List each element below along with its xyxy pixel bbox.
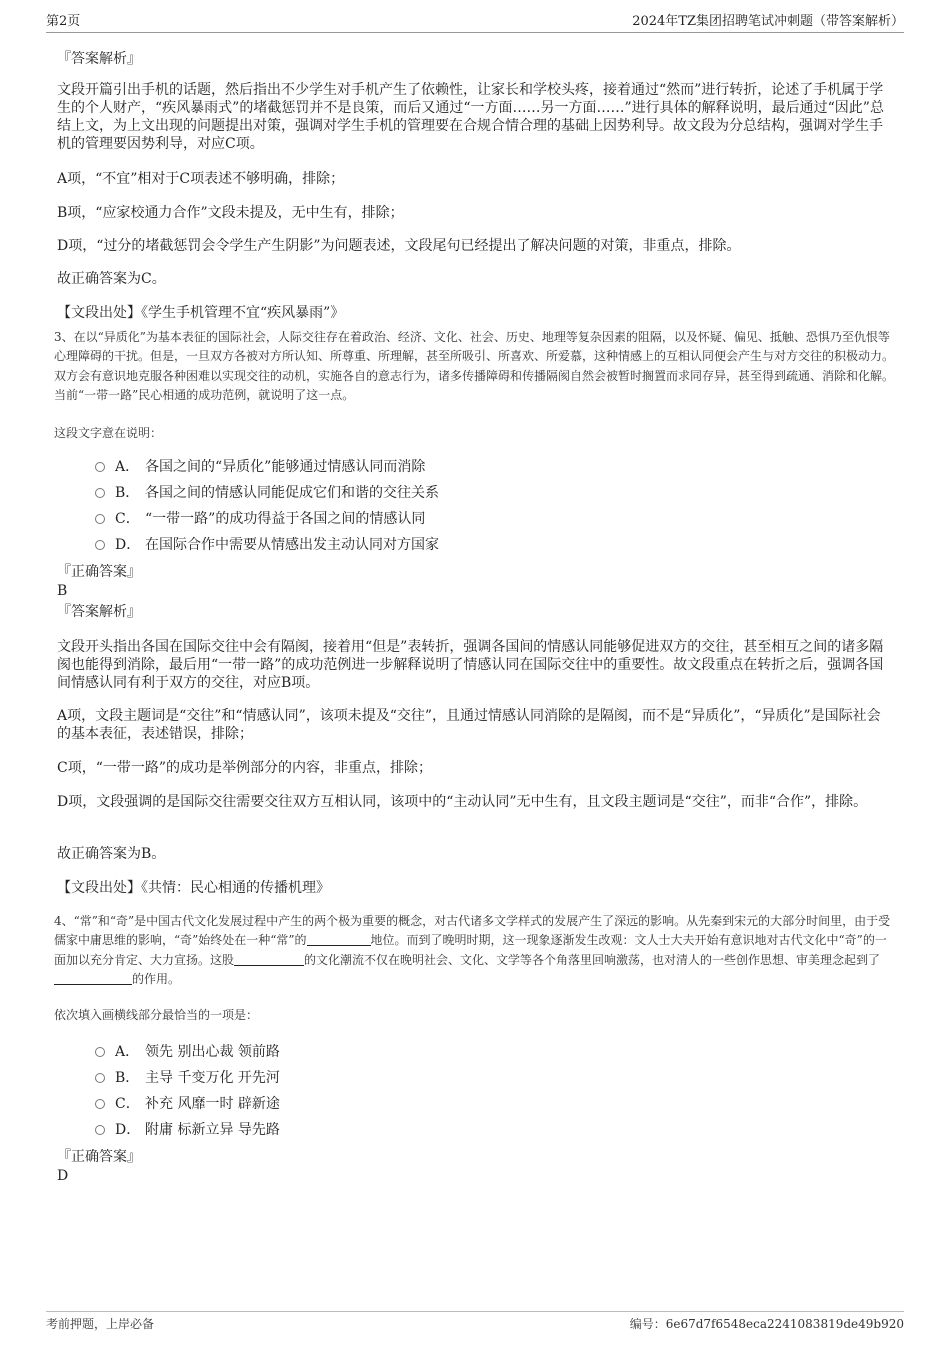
radio-icon[interactable]	[95, 1073, 105, 1083]
q2-analysis-label: 『答案解析』	[57, 51, 141, 67]
radio-icon[interactable]	[95, 514, 105, 524]
q2-conclusion: 故正确答案为C。	[57, 271, 166, 287]
option-text: 补充 风靡一时 辟新途	[145, 1096, 280, 1112]
q4-stem-part-4: 的作用。	[132, 971, 181, 986]
q2-source: 【文段出处】《学生手机管理不宜“疾风暴雨”》	[57, 305, 345, 321]
q3-source: 【文段出处】《共情：民心相通的传播机理》	[57, 880, 330, 896]
option-key: D．	[115, 1122, 141, 1138]
page-footer	[46, 1311, 904, 1334]
option-key: B．	[115, 485, 140, 501]
q4-blank-2	[234, 952, 304, 966]
radio-icon[interactable]	[95, 1047, 105, 1057]
q4-answer: D	[57, 1168, 69, 1184]
q4-stem-part-3: 的文化潮流不仅在晚明社会、文化、文学等各个角落里回响激荡，也对清人的一些创作思想、审美理念起到了	[304, 952, 881, 967]
q4-blank-3	[54, 971, 132, 985]
footer-slogan: 考前押题，上岸必备	[46, 1317, 155, 1331]
q3-analysis-label: 『答案解析』	[57, 604, 141, 620]
page-header	[46, 14, 904, 33]
q3-prompt: 这段文字意在说明：	[54, 426, 163, 440]
q3-option-d[interactable]	[95, 536, 439, 554]
option-key: A．	[115, 459, 140, 475]
option-key: C．	[115, 1096, 140, 1112]
q3-option-c[interactable]	[95, 510, 425, 528]
page-number: 第2页	[46, 14, 81, 29]
radio-icon[interactable]	[95, 1099, 105, 1109]
q3-option-c-analysis: C项，“一带一路”的成功是举例部分的内容，非重点，排除；	[57, 760, 433, 776]
option-text: 在国际合作中需要从情感出发主动认同对方国家	[145, 537, 439, 553]
q4-blank-1	[307, 932, 371, 946]
option-key: A．	[115, 1044, 140, 1060]
q4-answer-label: 『正确答案』	[57, 1149, 141, 1165]
q4-stem-part-1: 4、“常”和“奇”是中国古代文化发展过程中产生的两个极为重要的概念，对古代诸多文学样式的发展产生了深远的影响。从先秦到宋元的大部分时间里，由于受儒家中庸思维的影响，“奇”始终处在一种“常”的	[54, 914, 891, 948]
q3-stem: 3、在以“异质化”为基本表征的国际社会，人际交往存在着政治、经济、文化、社会、历史、地理等复杂因素的阻隔，以及怀疑、偏见、抵触、恐惧乃至仇恨等心理障碍的干扰。但是，一旦双方各被对方所认知、所尊重、所理解，甚至所吸引、所喜欢、所爱慕，这种情感上的互相认同便会产生与对方交往的积极动力。双方会有意识地克服各种困难以实现交往的动机，实施各自的意志行为，诸多传播障碍和传播隔阂自然会被暂时搁置而求同存异，甚至得到疏通、消除和化解。当前“一带一路”民心相通的成功范例，就说明了这一点。	[54, 330, 895, 402]
radio-icon[interactable]	[95, 488, 105, 498]
q4-option-b[interactable]	[95, 1069, 280, 1087]
document-id: 编号：6e67d7f6548eca2241083819de49b920	[629, 1317, 904, 1331]
q4-option-d[interactable]	[95, 1121, 280, 1139]
option-text: 各国之间的情感认同能促成它们和谐的交往关系	[145, 485, 439, 501]
q3-option-d-analysis: D项，文段强调的是国际交往需要交往双方互相认同，该项中的“主动认同”无中生有，且文段主题词是“交往”，而非“合作”，排除。	[57, 794, 868, 810]
option-text: 各国之间的“异质化”能够通过情感认同而消除	[145, 459, 426, 475]
option-text: 附庸 标新立异 导先路	[145, 1122, 280, 1138]
q4-stem	[54, 912, 896, 989]
q2-option-d-analysis: D项，“过分的堵截惩罚会令学生产生阴影”为问题表述，文段尾句已经提出了解决问题的对策，非重点，排除。	[57, 238, 741, 254]
q4-stem-part-2: 地位。而到了晚明时期，这一现象逐渐发生改观：文人士大夫开始有意识地对古代文化中“奇”的一面加以充分肯定、大力宣扬。这股	[54, 933, 887, 967]
q3-option-a-analysis: A项，文段主题词是“交往”和“情感认同”，该项未提及“交往”，且通过情感认同消除的是隔阂，而不是“异质化”，“异质化”是国际社会的基本表征，表述错误，排除；	[57, 708, 881, 742]
q3-analysis: 文段开头指出各国在国际交往中会有隔阂，接着用“但是”表转折，强调各国间的情感认同能够促进双方的交往，甚至相互之间的诸多隔阂也能得到消除，最后用“一带一路”的成功范例进一步解释说明了情感认同在国际交往中的重要性。故文段重点在转折之后，强调各国间情感认同有利于双方的交往，对应B项。	[57, 639, 884, 691]
option-key: C．	[115, 511, 140, 527]
q2-option-b-analysis: B项，“应家校通力合作”文段未提及，无中生有，排除；	[57, 205, 404, 221]
q3-answer-label: 『正确答案』	[57, 564, 141, 580]
q3-conclusion: 故正确答案为B。	[57, 846, 166, 862]
q2-option-a-analysis: A项，“不宜”相对于C项表述不够明确，排除；	[57, 171, 345, 187]
q2-analysis: 文段开篇引出手机的话题，然后指出不少学生对手机产生了依赖性，让家长和学校头疼，接着通过“然而”进行转折，论述了手机属于学生的个人财产，“疾风暴雨式”的堵截惩罚并不是良策，而后又通过“一方面……另一方面……”进行具体的解释说明，最后通过“因此”总结上文，为上文出现的问题提出对策，强调对学生手机的管理要在合规合情合理的基础上因势利导。故文段为分总结构，强调对学生手机的管理要因势利导，对应C项。	[57, 82, 884, 152]
option-text: 领先 别出心裁 领前路	[145, 1044, 280, 1060]
q4-option-c[interactable]	[95, 1095, 280, 1113]
option-key: D．	[115, 537, 141, 553]
q4-option-a[interactable]	[95, 1043, 280, 1061]
radio-icon[interactable]	[95, 462, 105, 472]
radio-icon[interactable]	[95, 1125, 105, 1135]
q3-option-b[interactable]	[95, 484, 439, 502]
option-key: B．	[115, 1070, 140, 1086]
option-text: “一带一路”的成功得益于各国之间的情感认同	[145, 511, 426, 527]
document-title: 2024年TZ集团招聘笔试冲刺题（带答案解析）	[632, 14, 904, 29]
q3-option-a[interactable]	[95, 458, 425, 476]
option-text: 主导 千变万化 开先河	[145, 1070, 280, 1086]
q3-answer: B	[57, 583, 68, 599]
radio-icon[interactable]	[95, 540, 105, 550]
q4-prompt: 依次填入画横线部分最恰当的一项是：	[54, 1008, 259, 1022]
